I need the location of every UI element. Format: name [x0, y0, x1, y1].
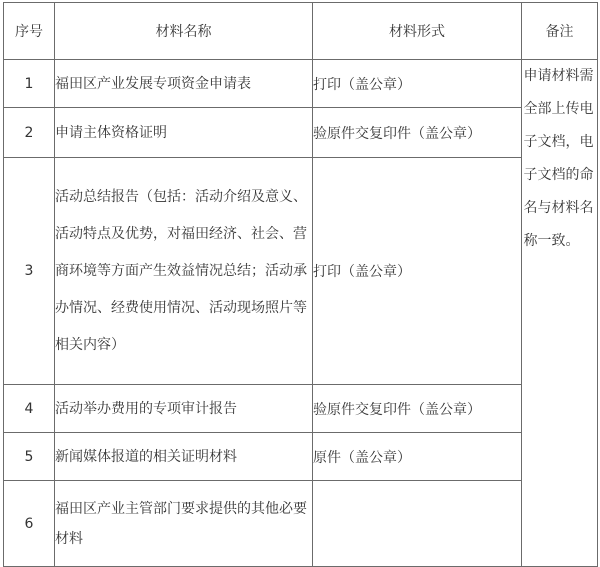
table-row: [4, 60, 598, 108]
row-material-form: 打印（盖公章）: [313, 158, 522, 385]
header-material-form: 材料形式: [313, 3, 522, 60]
table-row: [4, 481, 598, 567]
row-material-name: 申请主体资格证明: [55, 108, 313, 158]
row-material-name: 活动举办费用的专项审计报告: [55, 385, 313, 433]
header-material-name: 材料名称: [55, 3, 313, 60]
row-material-form: [313, 481, 522, 567]
row-material-form: 打印（盖公章）: [313, 60, 522, 108]
row-material-form: 原件（盖公章）: [313, 433, 522, 481]
row-material-form: 验原件交复印件（盖公章）: [313, 108, 522, 158]
row-material-name: 福田区产业发展专项资金申请表: [55, 60, 313, 108]
row-material-name: 新闻媒体报道的相关证明材料: [55, 433, 313, 481]
note-cell: [522, 60, 598, 567]
header-note: 备注: [522, 3, 598, 60]
row-seq: 2: [4, 108, 55, 158]
note-text: 申请材料需全部上传电子文档，电子文档的命名与材料名称一致。: [523, 68, 594, 249]
row-seq: 4: [4, 385, 55, 433]
row-seq: 1: [4, 60, 55, 108]
row-seq: 6: [4, 481, 55, 567]
row-seq: 5: [4, 433, 55, 481]
row-seq: 3: [4, 158, 55, 385]
table-row: [4, 108, 598, 158]
table-header-row: [4, 3, 598, 60]
row-material-name: 福田区产业主管部门要求提供的其他必要材料: [55, 481, 313, 567]
table-row: [4, 158, 598, 385]
row-material-name: 活动总结报告（包括：活动介绍及意义、活动特点及优势，对福田经济、社会、营商环境等方面产生效益情况总结；活动承办情况、经费使用情况、活动现场照片等相关内容）: [55, 158, 313, 385]
row-material-form: 验原件交复印件（盖公章）: [313, 385, 522, 433]
table-row: [4, 385, 598, 433]
table-row: [4, 433, 598, 481]
header-seq: 序号: [4, 3, 55, 60]
materials-table: [3, 2, 598, 567]
